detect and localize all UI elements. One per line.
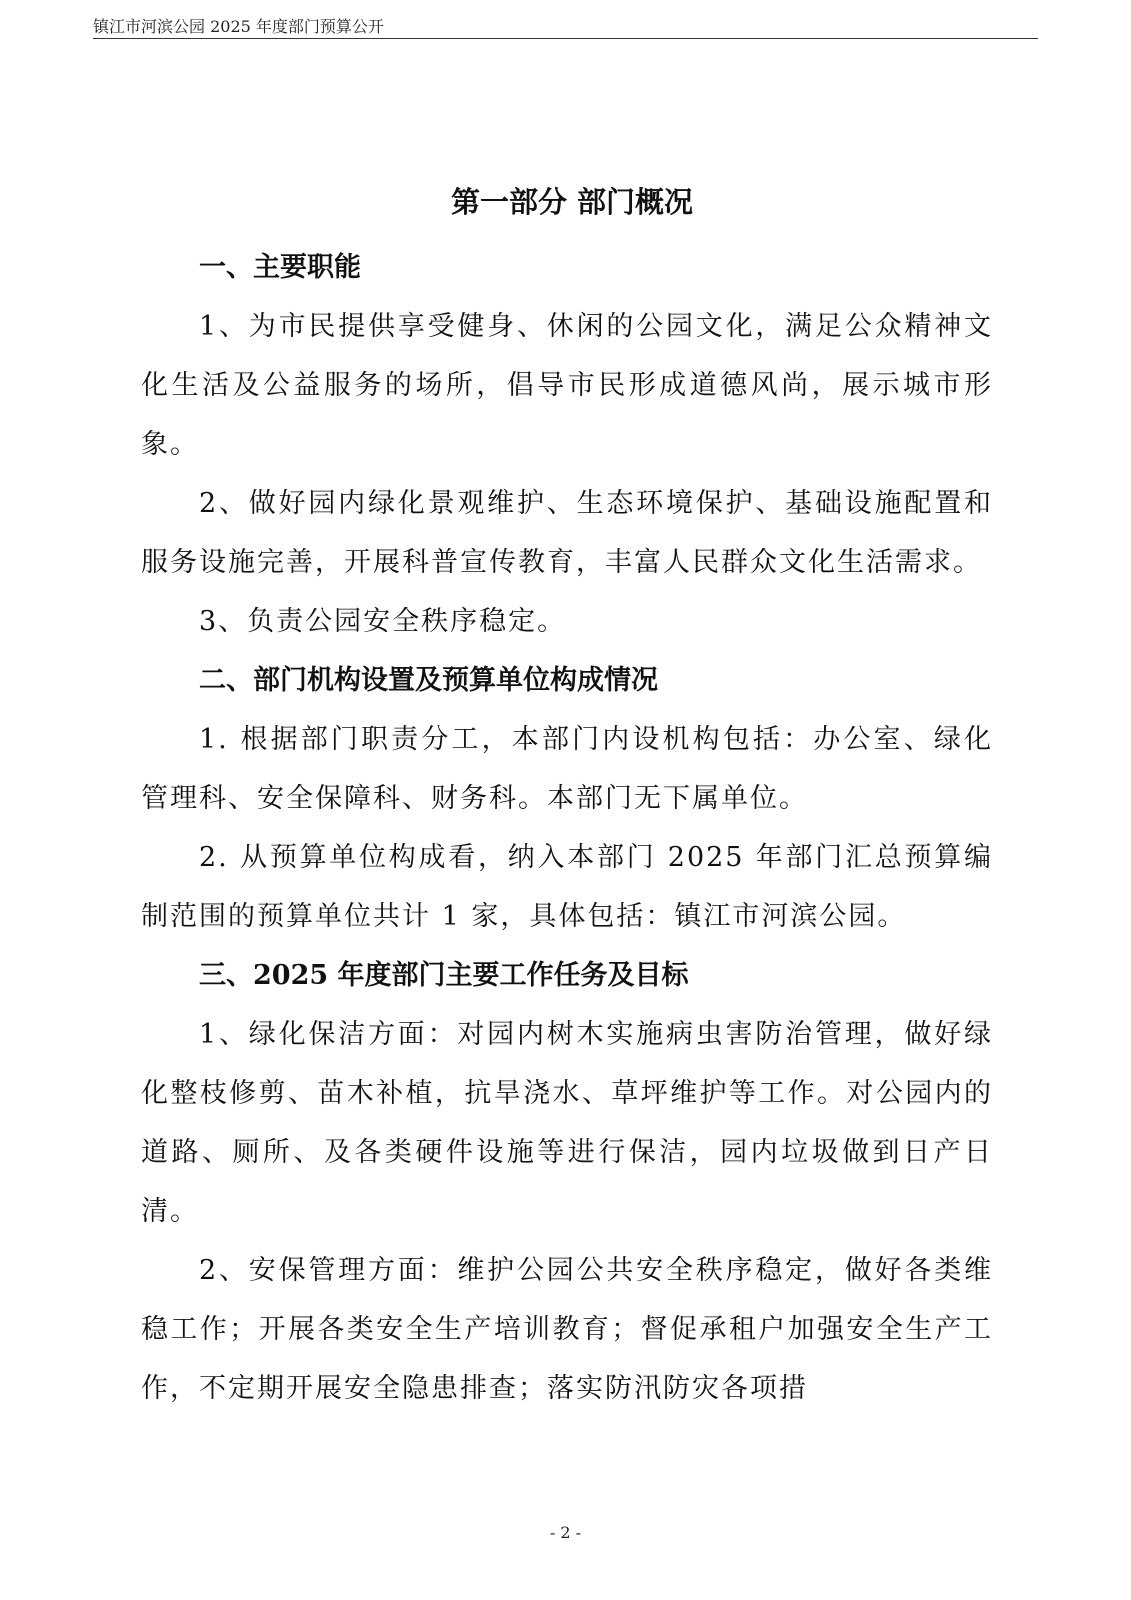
paragraph: 2. 从预算单位构成看，纳入本部门 2025 年部门汇总预算编制范围的预算单位共计 1 家，具体包括：镇江市河滨公园。 bbox=[141, 842, 993, 932]
running-header: 镇江市河滨公园 2025 年度部门预算公开 bbox=[93, 17, 384, 36]
section-heading: 二、部门机构设置及预算单位构成情况 bbox=[199, 665, 658, 696]
section-organization bbox=[141, 651, 993, 946]
paragraph: 1、绿化保洁方面：对园内树木实施病虫害防治管理，做好绿化整枝修剪、苗木补植，抗旱浇水、草坪维护等工作。对公园内的道路、厕所、及各类硬件设施等进行保洁，园内垃圾做到日产日清。 bbox=[141, 1019, 993, 1227]
paragraph: 2、做好园内绿化景观维护、生态环境保护、基础设施配置和服务设施完善，开展科普宣传教育，丰富人民群众文化生活需求。 bbox=[141, 488, 993, 578]
document-body bbox=[141, 172, 993, 1418]
page-number: - 2 - bbox=[549, 1523, 582, 1542]
section-heading: 三、2025 年度部门主要工作任务及目标 bbox=[199, 960, 689, 991]
paragraph: 3、负责公园安全秩序稳定。 bbox=[199, 606, 567, 637]
part-title: 第一部分 部门概况 bbox=[450, 185, 694, 219]
paragraph: 2、安保管理方面：维护公园公共安全秩序稳定，做好各类维稳工作；开展各类安全生产培训教育；督促承租户加强安全生产工作，不定期开展安全隐患排查；落实防汛防灾各项措 bbox=[141, 1255, 993, 1404]
section-main-functions bbox=[141, 238, 993, 651]
paragraph: 1. 根据部门职责分工，本部门内设机构包括：办公室、绿化管理科、安全保障科、财务科。本部门无下属单位。 bbox=[141, 724, 993, 814]
section-heading: 一、主要职能 bbox=[199, 252, 361, 283]
paragraph: 1、为市民提供享受健身、休闲的公园文化，满足公众精神文化生活及公益服务的场所，倡导市民形成道德风尚，展示城市形象。 bbox=[141, 311, 993, 460]
section-tasks-goals bbox=[141, 946, 993, 1418]
header-divider bbox=[93, 38, 1038, 39]
